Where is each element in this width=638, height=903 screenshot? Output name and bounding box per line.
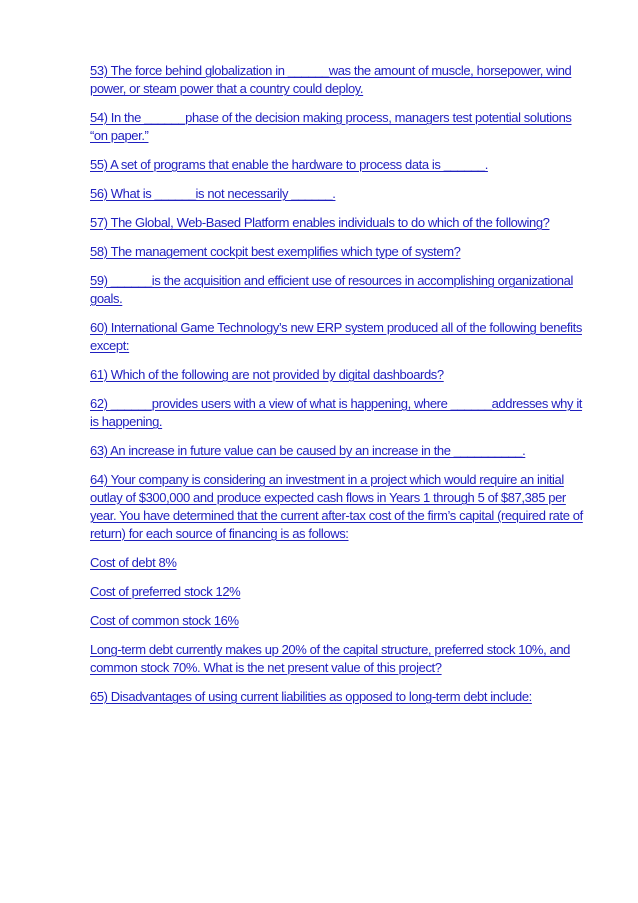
question-57-link[interactable]: 57) The Global, Web-Based Platform enables individuals to do which of the following? bbox=[90, 215, 550, 230]
question-63 bbox=[90, 442, 588, 460]
question-54 bbox=[90, 109, 588, 145]
capital-structure-link[interactable]: Long-term debt currently makes up 20% of the capital structure, preferred stock 10%, and common stock 70%. What is the net present value of this project? bbox=[90, 642, 571, 675]
question-55 bbox=[90, 156, 588, 174]
question-56-link[interactable]: 56) What is ______is not necessarily ______. bbox=[90, 186, 336, 201]
capital-structure-question bbox=[90, 641, 588, 677]
question-62 bbox=[90, 395, 588, 431]
cost-of-debt-link[interactable]: Cost of debt 8% bbox=[90, 555, 177, 570]
question-64-link[interactable]: 64) Your company is considering an investment in a project which would require an initial outlay of $300,000 and produce expected cash flows in Years 1 through 5 of $87,385 per year. You have determined that the current after-tax cost of the firm’s capital (required rate of return) for each source of financing is as follows: bbox=[90, 472, 583, 541]
cost-of-common-stock-link[interactable]: Cost of common stock 16% bbox=[90, 613, 239, 628]
question-55-link[interactable]: 55) A set of programs that enable the hardware to process data is ______. bbox=[90, 157, 488, 172]
question-53 bbox=[90, 62, 588, 98]
question-59-link[interactable]: 59) ______is the acquisition and efficient use of resources in accomplishing organizational goals. bbox=[90, 273, 573, 306]
question-64 bbox=[90, 471, 588, 543]
cost-of-preferred-stock-link[interactable]: Cost of preferred stock 12% bbox=[90, 584, 241, 599]
question-60-link[interactable]: 60) International Game Technology’s new ERP system produced all of the following benefits except: bbox=[90, 320, 582, 353]
question-56 bbox=[90, 185, 588, 203]
question-57 bbox=[90, 214, 588, 232]
question-60 bbox=[90, 319, 588, 355]
question-59 bbox=[90, 272, 588, 308]
question-61-link[interactable]: 61) Which of the following are not provided by digital dashboards? bbox=[90, 367, 444, 382]
question-62-link[interactable]: 62) ______provides users with a view of what is happening, where ______addresses why it is happening. bbox=[90, 396, 583, 429]
question-58 bbox=[90, 243, 588, 261]
question-65 bbox=[90, 688, 588, 706]
question-53-link[interactable]: 53) The force behind globalization in ______was the amount of muscle, horsepower, wind power, or steam power that a country could deploy. bbox=[90, 63, 572, 96]
question-list bbox=[90, 62, 588, 717]
question-54-link[interactable]: 54) In the ______phase of the decision making process, managers test potential solutions “on paper.” bbox=[90, 110, 572, 143]
question-61 bbox=[90, 366, 588, 384]
question-58-link[interactable]: 58) The management cockpit best exemplifies which type of system? bbox=[90, 244, 461, 259]
question-65-link[interactable]: 65) Disadvantages of using current liabilities as opposed to long-term debt include: bbox=[90, 689, 532, 704]
cost-of-debt-line bbox=[90, 554, 588, 572]
cost-of-common-stock-line bbox=[90, 612, 588, 630]
cost-of-preferred-stock-line bbox=[90, 583, 588, 601]
question-63-link[interactable]: 63) An increase in future value can be caused by an increase in the __________. bbox=[90, 443, 526, 458]
